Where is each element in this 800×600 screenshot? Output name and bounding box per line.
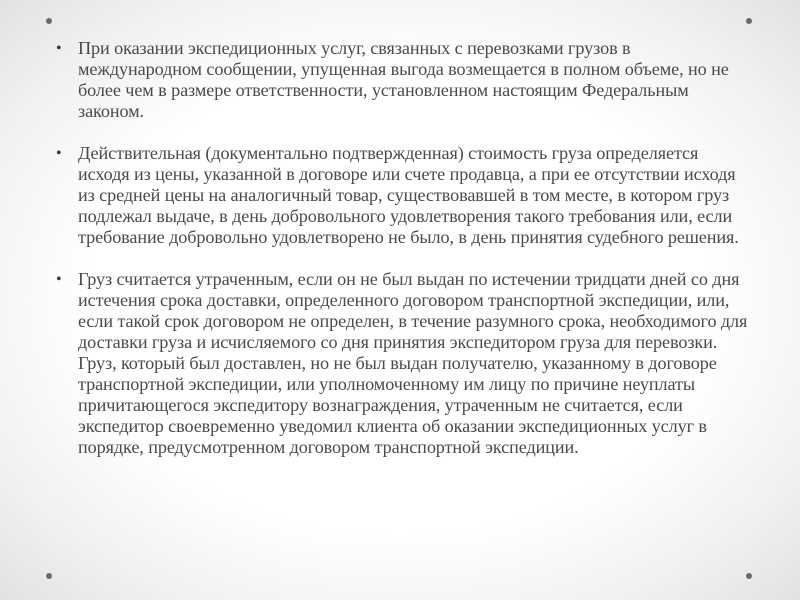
corner-dot-top-left (46, 18, 52, 24)
bullet-dot-icon: • (56, 145, 62, 162)
slide-content (52, 38, 752, 479)
bullet-dot-icon: • (56, 40, 62, 57)
bullet-item (52, 143, 752, 248)
bullet-text: Груз считается утраченным, если он не был выдан по истечении тридцати дней со дня истечения срока доставки, определенного договором транспортной экспедиции, или, если такой срок договором не определен, в течение разумного срока, необходимого для доставки груза и исчисляемого со дня принятия экспедитором груза для перевозки. Груз, который был доставлен, но не был выдан получателю, указанному в договоре транспортной экспедиции, или уполномоченному им лицу по причине неуплаты причитающегося экспедитору вознаграждения, утраченным не считается, если экспедитор своевременно уведомил клиента об оказании экспедиционных услуг в порядке, предусмотренном договором транспортной экспедиции. (78, 269, 748, 457)
bullet-item (52, 269, 752, 458)
bullet-text: При оказании экспедиционных услуг, связанных с перевозками грузов в международном сообщении, упущенная выгода возмещается в полном объеме, но не более чем в размере ответственности, установленном настоящим Федеральным законом. (78, 38, 729, 121)
corner-dot-top-right (746, 18, 752, 24)
corner-dot-bottom-left (46, 573, 52, 579)
bullet-item (52, 38, 752, 122)
bullet-dot-icon: • (56, 271, 62, 288)
corner-dot-bottom-right (746, 573, 752, 579)
bullet-list (52, 38, 752, 458)
bullet-text: Действительная (документально подтвержденная) стоимость груза определяется исходя из цены, указанной в договоре или счете продавца, а при ее отсутствии исходя из средней цены на аналогичный товар, существовавшей в том месте, в котором груз подлежал выдаче, в день добровольного удовлетворения такого требования или, если требование добровольно удовлетворено не было, в день принятия судебного решения. (78, 143, 739, 247)
